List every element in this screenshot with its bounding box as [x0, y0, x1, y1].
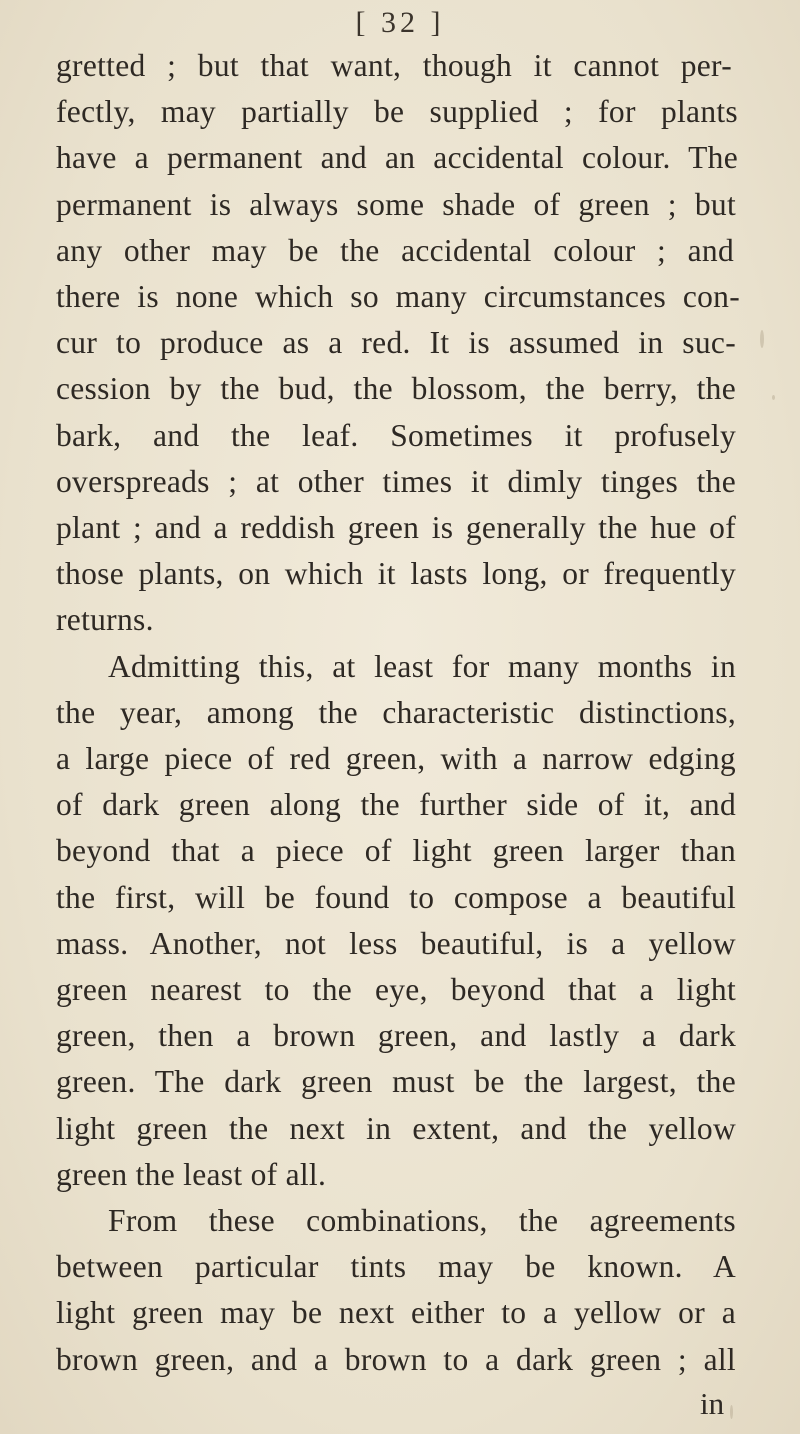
text-line: of dark green along the further side of it, and — [56, 787, 736, 823]
text-line: mass. Another, not less beautiful, is a yellow — [56, 925, 736, 961]
text-line: a large piece of red green, with a narrow edging — [56, 741, 736, 776]
text-line: green, then a brown green, and lastly a dark — [56, 1018, 736, 1054]
paper-blemish — [772, 395, 775, 400]
text-line: light green the next in extent, and the yellow — [56, 1110, 736, 1146]
text-line: gretted ; but that want, though it cannot per- — [56, 48, 732, 83]
text-line: the first, will be found to compose a beautiful — [56, 879, 736, 915]
page-number: [ 32 ] — [355, 6, 445, 39]
paper-blemish — [760, 330, 764, 348]
text-line: green. The dark green must be the largest, the — [56, 1064, 736, 1100]
text-line: the year, among the characteristic distinctions, — [56, 694, 736, 730]
text-line: light green may be next either to a yellow or a — [56, 1295, 736, 1331]
text-line: there is none which so many circumstances con- — [56, 279, 740, 314]
text-line: green nearest to the eye, beyond that a light — [56, 972, 736, 1007]
text-line: cur to produce as a red. It is assumed in suc- — [56, 325, 736, 361]
text-line: brown green, and a brown to a dark green ; all — [56, 1341, 736, 1377]
text-line: From these combinations, the agreements — [108, 1203, 736, 1238]
text-line: beyond that a piece of light green larger than — [56, 833, 736, 869]
text-line: permanent is always some shade of green ; but — [56, 186, 736, 222]
text-line: overspreads ; at other times it dimly tinges the — [56, 463, 736, 499]
text-line: bark, and the leaf. Sometimes it profusely — [56, 417, 736, 453]
text-line: plant ; and a reddish green is generally the hue of — [56, 510, 736, 545]
text-line: returns. — [56, 602, 154, 638]
text-line: any other may be the accidental colour ; and — [56, 232, 734, 268]
text-line: green the least of all. — [56, 1156, 327, 1192]
text-line: those plants, on which it lasts long, or frequently — [56, 556, 736, 592]
text-line: Admitting this, at least for many months in — [108, 648, 736, 684]
text-line: between particular tints may be known. A — [56, 1249, 736, 1285]
text-line: cession by the bud, the blossom, the berry, the — [56, 371, 736, 407]
catchword: in — [700, 1385, 725, 1421]
text-line: have a permanent and an accidental colour. The — [56, 140, 738, 176]
text-line: fectly, may partially be supplied ; for plants — [56, 94, 738, 130]
paper-blemish — [730, 1405, 733, 1419]
